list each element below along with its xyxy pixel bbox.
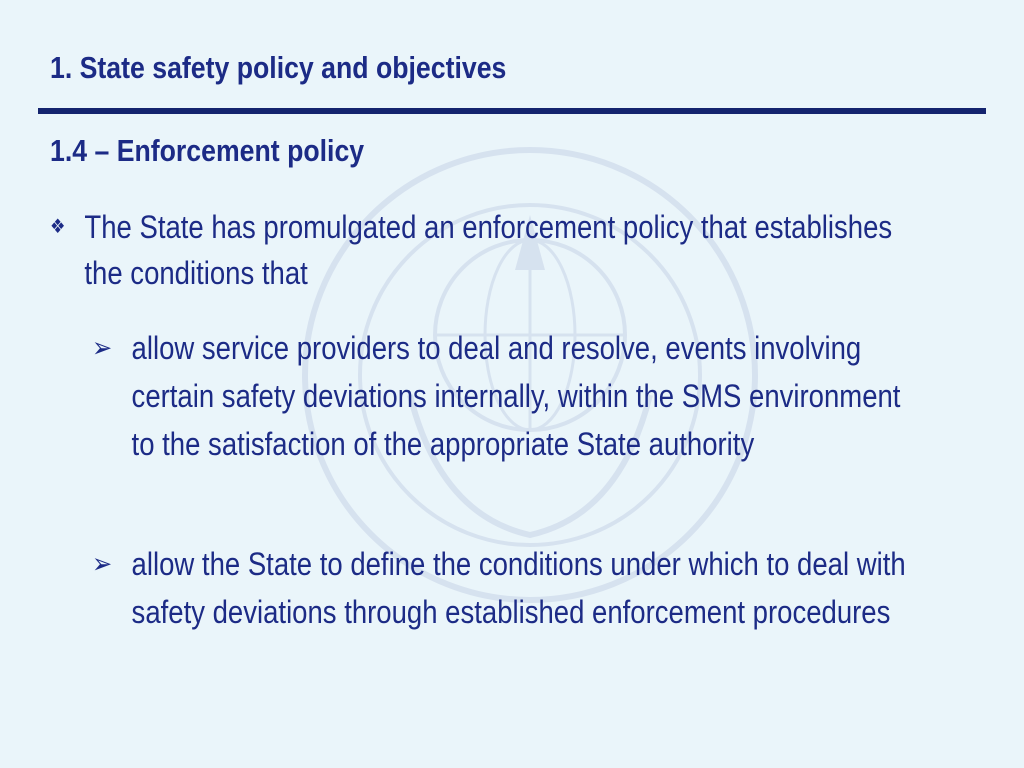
main-bullet (50, 204, 910, 296)
sub-bullet (92, 324, 931, 468)
diamond-bullet-icon: ❖ (50, 216, 66, 238)
section-heading: 1.4 – Enforcement policy (50, 133, 365, 168)
arrow-bullet-icon: ➢ (92, 332, 113, 363)
sub-bullet-text: allow the State to define the conditions under which to deal with safety deviations through established enforcement procedures (131, 546, 906, 630)
sub-bullet (92, 540, 931, 636)
title-divider (38, 108, 986, 114)
sub-bullet-text: allow service providers to deal and resolve, events involving certain safety deviations internally, within the SMS environment to the satisfaction of the appropriate State authority (131, 330, 901, 462)
main-bullet-text: The State has promulgated an enforcement policy that establishes the conditions that (84, 209, 893, 291)
slide-title: 1. State safety policy and objectives (50, 50, 507, 85)
arrow-bullet-icon: ➢ (92, 548, 113, 579)
